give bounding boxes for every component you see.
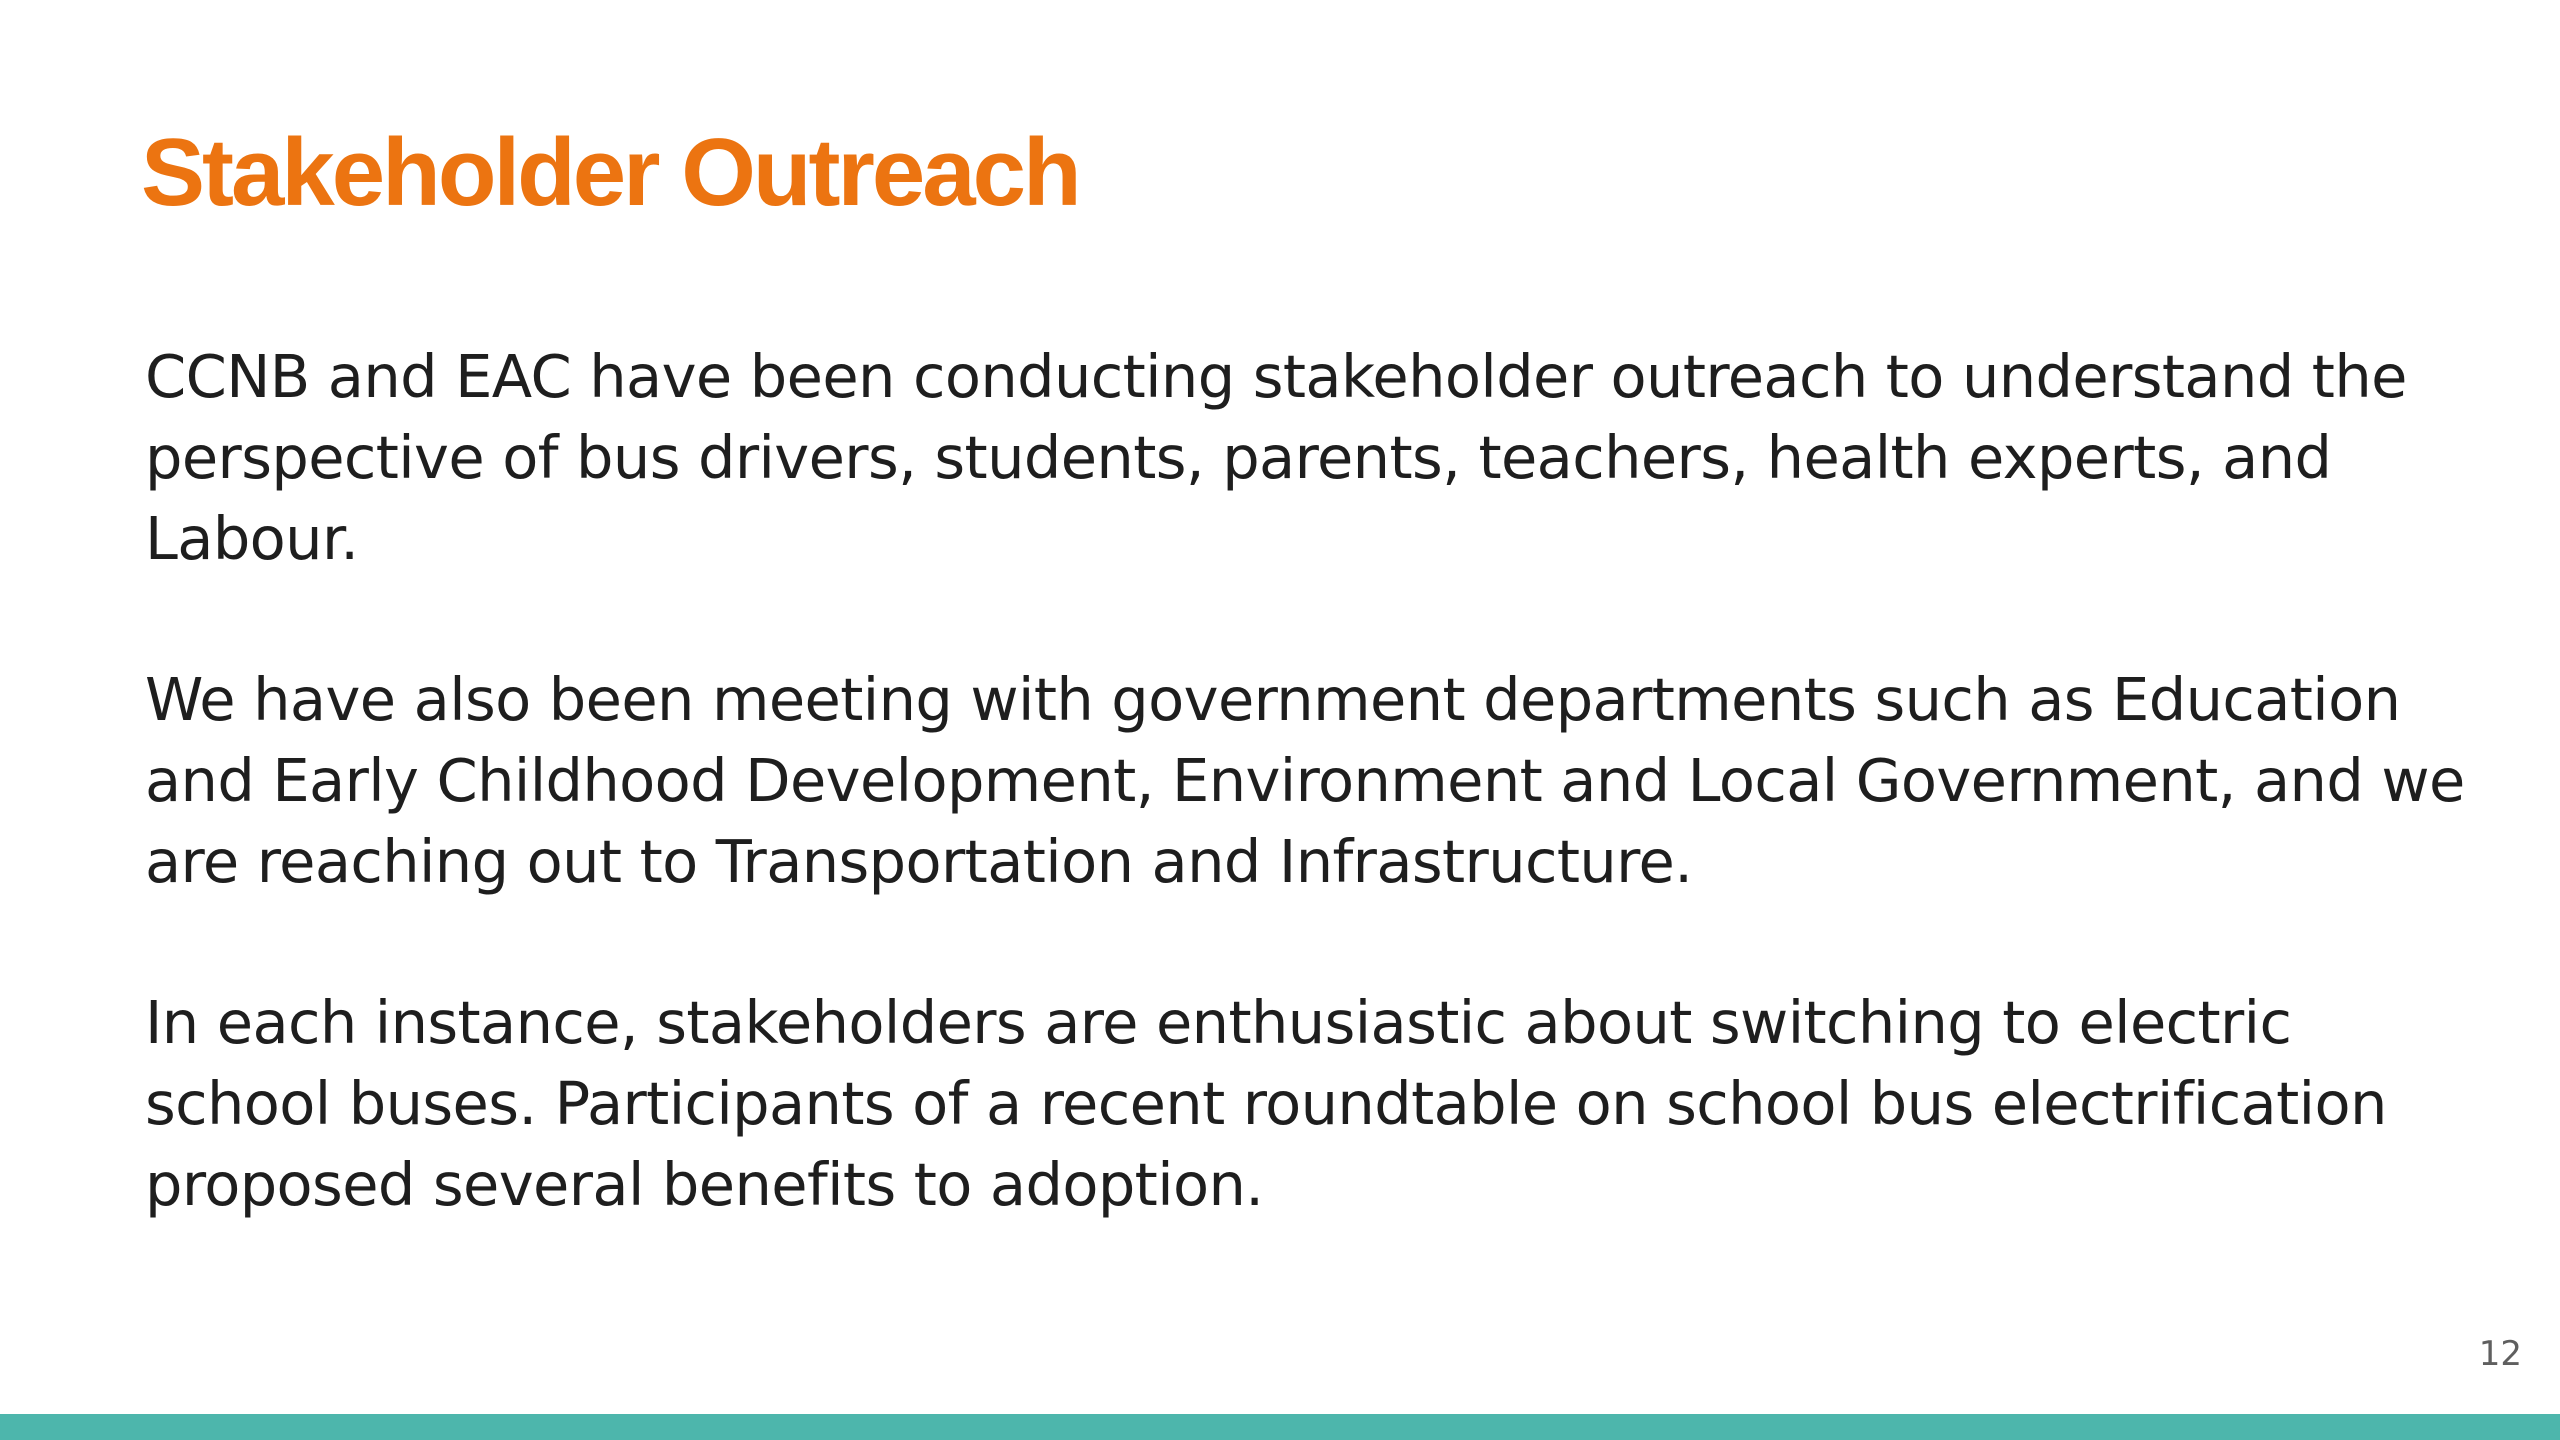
- body-paragraph-1: CCNB and EAC have been conducting stakeholder outreach to understand the perspective of bus drivers, students, parents, teachers, health experts, and Labour.: [145, 342, 2407, 573]
- slide-title: Stakeholder Outreach: [141, 119, 1079, 226]
- body-paragraph-2: We have also been meeting with government departments such as Education and Early Childhood Development, Environment and Local Government, and we are reaching out to Transportation and Infrastructure.: [145, 665, 2465, 896]
- slide-body: [145, 336, 2475, 1225]
- body-paragraph-3: In each instance, stakeholders are enthusiastic about switching to electric school buses. Participants of a recent roundtable on school bus electrification proposed several benefits to adoption.: [145, 988, 2387, 1219]
- footer-accent-bar: [0, 1414, 2560, 1440]
- page-number: 12: [2478, 1334, 2522, 1374]
